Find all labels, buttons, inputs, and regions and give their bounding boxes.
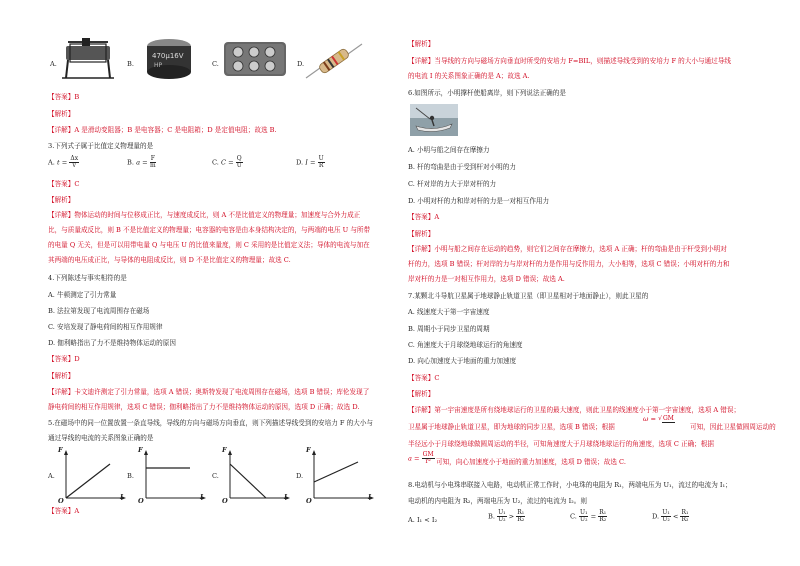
q7-detail-line: 【详解】第一宇宙速度是所有绕地球运行的卫星的最大速度，则此卫星的线速度小于第一宇宙速度，选项 A 错误； — [408, 406, 741, 414]
graph-c-y-label: F — [222, 446, 227, 454]
q8-stem-line: 电动机的内电阻为 R₂，两端电压为 U₂，流过的电流为 I₂。则 — [408, 497, 587, 505]
fixed-resistor-image — [304, 42, 364, 82]
q5-stem-line: 5.在磁场中的同一位置放置一条直导线，导线的方向与磁场方向垂直，则下列描述导线受到的安培力 F 的大小与 — [48, 419, 373, 427]
q5-detail-line: 的电流 I 的关系图象正确的是 A；故选 A. — [408, 72, 530, 80]
q7-formula-acceleration: a = $\frac{GM}{\text{r²}}$ — [408, 451, 434, 465]
graph-d-origin: O — [306, 497, 312, 505]
q5-stem-line: 通过导线的电流的关系图象正确的是 — [48, 434, 154, 442]
q4-detail-line: 【详解】卡文迪许测定了引力常量，选项 A 错误；奥斯特发现了电流周围存在磁场，选项 B 错误；库伦发现了 — [48, 388, 370, 396]
q4-option: C. 安培发现了静电荷间的相互作用规律 — [48, 323, 163, 331]
q2-detail: 【详解】A 是滑动变阻器；B 是电容器；C 是电阻箱；D 是定值电阻；故选 B. — [48, 126, 277, 134]
q5-option-d-label: D. — [296, 472, 304, 480]
q5-analysis-label: 【解析】 — [408, 40, 435, 48]
q6-option: D. 小明对杆的力和岸对杆的力是一对相互作用力 — [408, 197, 550, 205]
q3-analysis-label: 【解析】 — [48, 196, 75, 204]
q8-option-b: B. $\frac{\text{U₁}}{\text{U₂}}$ > $\frac{\text{R₁}}{\text{R₂}}$ — [488, 509, 525, 523]
q3-option-d: D. I = $\frac{U}{R}$ — [296, 155, 324, 169]
q6-option: C. 杆对岸的力大于岸对杆的力 — [408, 180, 497, 188]
q7-detail-line: 可知，因此卫星做圆周运动的 — [690, 423, 776, 431]
q7-detail-line: 可知，向心加速度小于地面的重力加速度，选项 D 错误；故选 C. — [436, 458, 626, 466]
q6-option: B. 杆的弯曲是由于受到杆对小明的力 — [408, 163, 516, 171]
q7-detail-line: 半径远小于月球绕地球做圆周运动的半径，可知角速度大于月球绕地球运行的角速度，选项 C 正确；根据 — [408, 440, 714, 448]
q4-option: A. 牛顿测定了引力常量 — [48, 291, 117, 299]
q4-answer: 【答案】D — [48, 355, 80, 363]
svg-text:470μ16V: 470μ16V — [152, 52, 184, 60]
graph-b-origin: O — [138, 497, 144, 505]
q6-detail-line: 岸对杆的力是一对相互作用力，选项 D 错误；故选 A. — [408, 275, 565, 283]
q3-option-c: C. C = $\frac{Q}{U}$ — [212, 155, 242, 169]
svg-text:HP: HP — [154, 62, 163, 69]
graph-a-y-label: F — [58, 446, 63, 454]
q7-stem: 7.某颗北斗导航卫星属于地球静止轨道卫星（即卫星相对于地面静止），则此卫星的 — [408, 292, 649, 300]
rheostat-image — [60, 38, 120, 86]
q4-detail-line: 静电荷间的相互作用规律，选项 C 错误；伽利略指出了力不是维持物体运动的原因，选项 D 正确；故选 D. — [48, 403, 360, 411]
q5-option-c-label: C. — [212, 472, 219, 480]
q6-detail-line: 【详解】小明与船之间存在运动的趋势，则它们之间存在摩擦力，选项 A 正确；杆的弯曲是由于杆受到小明对 — [408, 245, 727, 253]
q8-option-c: C. $\frac{\text{U₁}}{\text{U₂}}$ = $\frac{\text{R₁}}{\text{R₂}}$ — [570, 509, 607, 523]
q3-detail-line: 【详解】物体运动的时间与位移成正比，与速度成反比，则 A 不是比值定义的物理量；加速度与合外力成正 — [48, 211, 361, 219]
q6-option: A. 小明与船之间存在摩擦力 — [408, 146, 490, 154]
q3-detail-line: 其两端的电压成正比，与导体的电阻成反比，则 D 不是比值定义的物理量；故选 C. — [48, 256, 291, 264]
q7-analysis-label: 【解析】 — [408, 390, 435, 398]
q2-option-b-label: B. — [127, 60, 134, 68]
q8-stem-line: 8.电动机与小电珠串联接入电路，电动机正常工作时，小电珠的电阻为 R₁，两端电压为 U₁，流过的电流为 I₁； — [408, 481, 732, 489]
q4-option: D. 伽利略指出了力不是维持物体运动的原因 — [48, 339, 176, 347]
graph-d-y-label: F — [306, 446, 311, 454]
graph-b-x-label: I — [200, 493, 204, 501]
q2-answer: 【答案】B — [48, 93, 80, 101]
q3-option-a: A. t = $\frac{\Delta x}{v}$ — [48, 155, 79, 169]
q6-stem: 6.如图所示，小明撑杆使船离岸，则下列说法正确的是 — [408, 89, 566, 97]
q7-formula-omega: ω = √GM — [643, 414, 674, 423]
q3-option-b: B. a = $\frac{F}{m}$ — [127, 155, 156, 169]
q3-detail-line: 的电量 Q 无关，但是可以用带电量 Q 与电压 U 的比值来量度，则 C 采用的是比值定义法；导体的电流与加在 — [48, 241, 370, 249]
graph-b-y-label: F — [138, 446, 143, 454]
q7-option: A. 线速度大于第一宇宙速度 — [408, 308, 490, 316]
q2-option-c-label: C. — [212, 60, 219, 68]
q2-option-d-label: D. — [297, 60, 305, 68]
capacitor-image — [138, 36, 200, 84]
graph-a-x-label: I — [120, 493, 124, 501]
q7-detail-line: 卫星属于地球静止轨道卫星，即为地球的同步卫星，选项 B 错误；根据 — [408, 423, 615, 431]
q2-option-a-label: A. — [50, 60, 57, 68]
q8-option-d: D. $\frac{\text{U₁}}{\text{U₂}}$ < $\frac{\text{R₁}}{\text{R₂}}$ — [652, 509, 689, 523]
q6-detail-line: 杆的力，选项 B 错误；杆对岸的力与岸对杆的力是作用与反作用力，大小相等，选项 C 错误；小明对杆的力和 — [408, 260, 730, 268]
graph-a-origin: O — [58, 497, 64, 505]
q3-detail-line: 比，与质量成反比，则 B 不是比值定义的物理量；电容器的电容是由本身结构决定的，与两端的电压 U 与所带 — [48, 226, 371, 234]
q7-option: D. 向心加速度大于地面的重力加速度 — [408, 357, 517, 365]
q7-option: C. 角速度大于月球绕地球运行的角速度 — [408, 341, 523, 349]
q7-answer: 【答案】C — [408, 374, 440, 382]
q2-analysis-label: 【解析】 — [48, 110, 75, 118]
q4-analysis-label: 【解析】 — [48, 372, 75, 380]
q6-analysis-label: 【解析】 — [408, 230, 435, 238]
boat-pole-image — [410, 104, 458, 136]
graph-c-x-label: I — [284, 493, 288, 501]
q3-answer: 【答案】C — [48, 180, 80, 188]
graph-c-origin: O — [222, 497, 228, 505]
q5-detail-line: 【详解】当导线的方向与磁场方向垂直时所受的安培力 F=BIL，则描述导线受到的安培力 F 的大小与通过导线 — [408, 57, 731, 65]
q4-stem: 4.下列陈述与事实相符的是 — [48, 274, 127, 282]
graph-d-x-label: I — [368, 493, 372, 501]
q4-option: B. 法拉第发现了电流周围存在磁场 — [48, 307, 150, 315]
q3-stem: 3.下列式子属于比值定义物理量的是 — [48, 142, 154, 150]
q5-answer: 【答案】A — [48, 507, 80, 515]
q7-option: B. 周期小于同步卫星的周期 — [408, 325, 490, 333]
q5-option-b-label: B. — [127, 472, 134, 480]
q6-answer: 【答案】A — [408, 213, 440, 221]
resistance-box-image — [222, 38, 290, 82]
q5-option-a-label: A. — [48, 472, 55, 480]
q8-option-a: A. I₁ < I₂ — [408, 516, 438, 524]
